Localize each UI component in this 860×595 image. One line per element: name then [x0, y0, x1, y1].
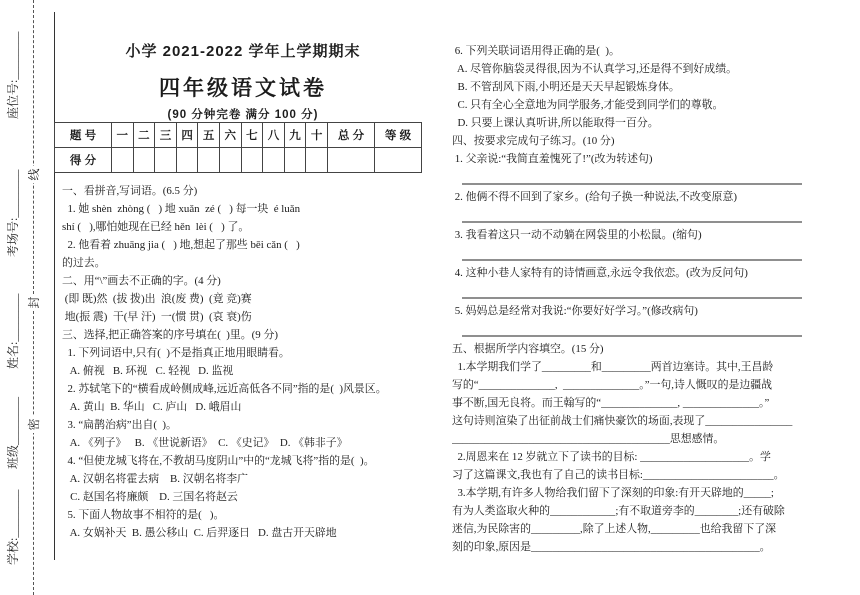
text-line: 2. 他看着 zhuāng jia ( ) 地,想起了那些 bēi cǎn ( )	[62, 239, 300, 251]
answer-line	[462, 221, 802, 223]
answer-line-row	[452, 244, 804, 264]
text-line: 一、看拼音,写词语。(6.5 分)	[62, 185, 198, 197]
name-field: 姓名:________	[6, 293, 20, 369]
text-line: ________________________________________思想感情。	[452, 433, 725, 445]
score-table-cell: 三	[155, 123, 177, 148]
score-table-cell	[241, 148, 263, 173]
score-table-cell	[198, 148, 220, 173]
text-line: 的过去。	[62, 257, 106, 269]
class-field: 班级________	[6, 396, 20, 469]
score-table-cell	[112, 148, 134, 173]
score-table-cell: 十	[306, 123, 328, 148]
score-table-cell	[328, 148, 375, 173]
answer-line-row	[452, 206, 804, 226]
right-column	[452, 42, 804, 556]
text-line: A. 汉朝名将霍去病 B. 汉朝名将李广	[62, 473, 249, 485]
text-line: 刻的印象,原因是__________________________________________。	[452, 541, 771, 553]
score-table-cell: 二	[133, 123, 155, 148]
text-line: 五、根据所学内容填空。(15 分)	[452, 343, 604, 355]
text-line: 1. 下列词语中,只有( )不是指真正地用眼睛看。	[62, 347, 290, 359]
text-line: 有为人类盗取火种的____________;有不取道旁李的________;还有破除	[452, 505, 785, 517]
text-line: A. 黄山 B. 华山 C. 庐山 D. 峨眉山	[62, 401, 242, 413]
answer-line-row	[452, 282, 804, 302]
seal-char-feng: 封	[21, 294, 46, 311]
text-line: 3.本学期,有许多人物给我们留下了深刻的印象:有开天辟地的_____;	[452, 487, 774, 499]
score-table-cell: 六	[219, 123, 241, 148]
score-table	[54, 122, 422, 173]
text-line: 四、按要求完成句子练习。(10 分)	[452, 135, 615, 147]
score-table-cell: 四	[176, 123, 198, 148]
text-line: A. 俯视 B. 环视 C. 轻视 D. 监视	[62, 365, 234, 377]
answer-line-row	[452, 168, 804, 188]
text-line: 5. 妈妈总是经常对我说:“你要好好学习。”(修改病句)	[452, 305, 698, 317]
score-table-cell: 七	[241, 123, 263, 148]
text-line: 5. 下面人物故事不相符的是( )。	[62, 509, 225, 521]
text-line: 地(振 震) 干(早 汗) 一(惯 贯) (哀 衰)伤	[62, 311, 252, 323]
score-table-cell	[176, 148, 198, 173]
text-line: A. 《列子》 B. 《世说新语》 C. 《史记》 D. 《韩非子》	[62, 437, 348, 449]
text-line: 这句诗则渲染了出征前战士们痛快豪饮的场面,表现了________________	[452, 415, 793, 427]
score-table-cell	[306, 148, 328, 173]
text-line: A. 尽管你脑袋灵得很,因为不认真学习,还是得不到好成绩。	[452, 63, 737, 75]
answer-line-row	[452, 320, 804, 340]
text-line: 1. 她 shèn zhòng ( ) 地 xuǎn zé ( ) 每一块 é luǎn	[62, 203, 301, 215]
score-table-cell	[263, 148, 285, 173]
answer-line	[462, 297, 802, 299]
score-table-cell: 总 分	[328, 123, 375, 148]
text-line: 4. 这种小巷人家特有的诗情画意,永远令我依恋。(改为反问句)	[452, 267, 748, 279]
score-table-cell	[155, 148, 177, 173]
text-line: B. 不管刮风下雨,小明还是天天早起锻炼身体。	[452, 81, 680, 93]
score-table-cell	[133, 148, 155, 173]
text-line: 习了这篇课文,我也有了自己的读书目标:________________________。	[452, 469, 785, 481]
score-table-cell	[375, 148, 422, 173]
score-table-cell	[219, 148, 241, 173]
score-table-score-row	[55, 148, 422, 173]
text-line: 三、选择,把正确答案的序号填在( )里。(9 分)	[62, 329, 278, 341]
text-line: 迷信,为民除害的_________,除了上述人物,_________也给我留下了深	[452, 523, 776, 535]
seat-number-field: 座位号:________	[6, 31, 20, 119]
text-line: 写的“______________, ______________。”一句,诗人慨叹的是边疆战	[452, 379, 773, 391]
text-line: 3. “扁鹊治病”出自( )。	[62, 419, 177, 431]
seal-char-mi: 密	[21, 416, 46, 433]
text-line: 事不断,国无良将。而王翰写的“______________, ______________。”	[452, 397, 770, 409]
text-line: 3. 我看着这只一动不动躺在网袋里的小松鼠。(缩句)	[452, 229, 702, 241]
left-column	[62, 182, 434, 542]
text-line: A. 女娲补天 B. 愚公移山 C. 后羿逐日 D. 盘古开天辟地	[62, 527, 337, 539]
paper-title: 小学 2021-2022 学年上学期期末	[125, 43, 361, 60]
text-line: 1. 父亲说:“我简直羞愧死了!”(改为转述句)	[452, 153, 653, 165]
paper-duration-score: (90 分钟完卷 满分 100 分)	[167, 109, 319, 121]
text-line: 1.本学期我们学了_________和_________两首边塞诗。其中,王昌龄	[452, 361, 774, 373]
score-table-cell: 题 号	[55, 123, 112, 148]
score-table-cell: 得 分	[55, 148, 112, 173]
answer-line	[462, 335, 802, 337]
score-table-cell	[284, 148, 306, 173]
text-line: 2. 苏轼笔下的“横看成岭侧成峰,远近高低各不同”指的是( )风景区。	[62, 383, 387, 395]
text-line: D. 只要上课认真听讲,所以能取得一百分。	[452, 117, 659, 129]
seal-char-xian: 线	[21, 166, 46, 183]
text-line: 二、用“\”画去不正确的字。(4 分)	[62, 275, 221, 287]
text-line: C. 只有全心全意地为同学服务,才能受到同学们的尊敬。	[452, 99, 724, 111]
text-line: (即 既)然 (拔 拨)出 浪(废 费) (竟 竞)赛	[62, 293, 252, 305]
score-table-cell: 九	[284, 123, 306, 148]
score-table-cell: 五	[198, 123, 220, 148]
school-field: 学校:________	[6, 489, 20, 565]
text-line: 2.周恩来在 12 岁就立下了读书的目标: ____________________。学	[452, 451, 771, 463]
score-table-cell: 等 级	[375, 123, 422, 148]
score-table-cell: 八	[263, 123, 285, 148]
exam-room-field: 考场号:________	[6, 169, 20, 257]
text-line: shí ( ),哪怕她现在已经 hěn lèi ( ) 了。	[62, 221, 250, 233]
text-line: C. 赵国名将廉颇 D. 三国名将赵云	[62, 491, 238, 503]
score-table-header-row	[55, 123, 422, 148]
text-line: 6. 下列关联词语用得正确的是( )。	[452, 45, 620, 57]
answer-line	[462, 183, 802, 185]
text-line: 2. 他俩不得不回到了家乡。(给句子换一种说法,不改变原意)	[452, 191, 737, 203]
text-line: 4. “但使龙城飞将在,不教胡马度阴山”中的“龙城飞将”指的是( )。	[62, 455, 375, 467]
answer-line	[462, 259, 802, 261]
score-table-cell: 一	[112, 123, 134, 148]
paper-subject-title: 四年级语文试卷	[159, 77, 327, 100]
